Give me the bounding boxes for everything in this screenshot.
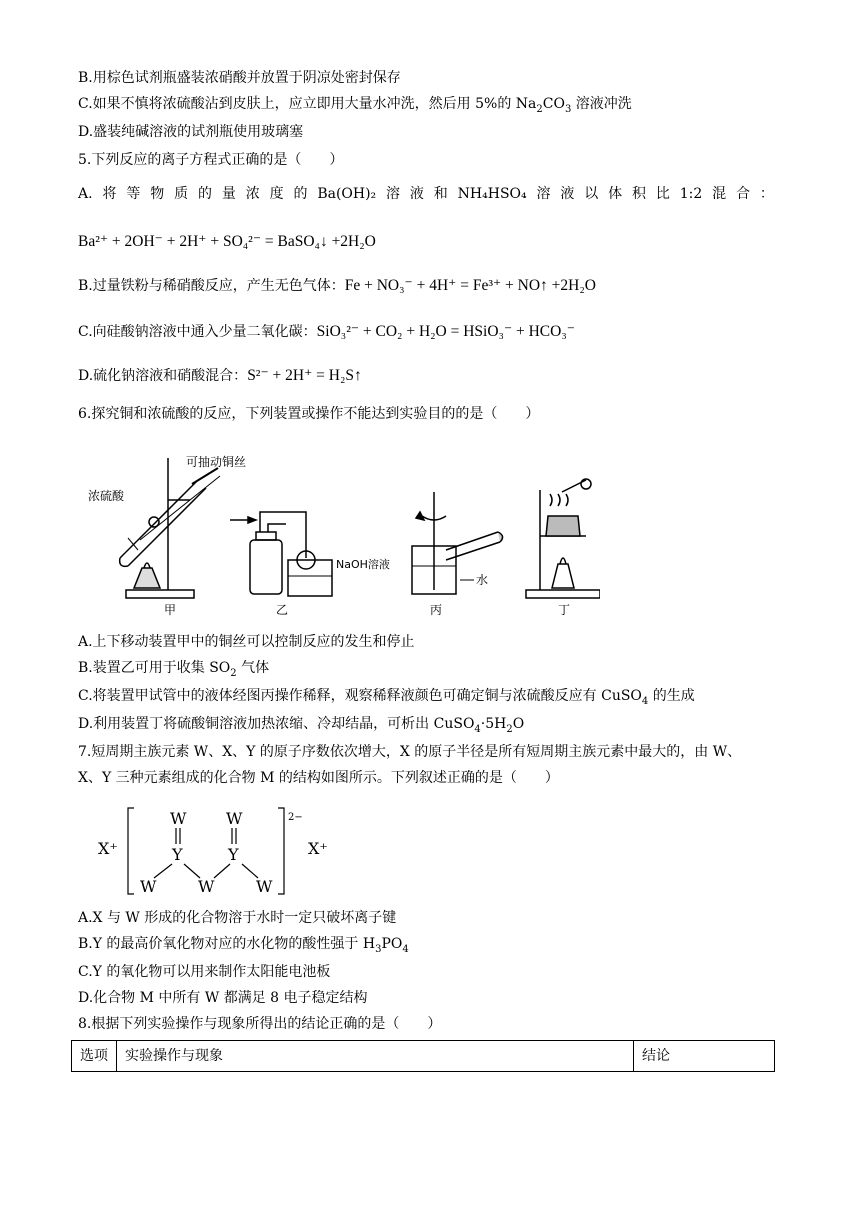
atom-w-top-1: W — [170, 809, 187, 828]
cation-left: X⁺ — [98, 839, 118, 858]
q5-option-b: B.过量铁粉与稀硝酸反应，产生无色气体：Fe + NO₃⁻ + 4H⁺ = Fe³⁺ + NO↑ +2H₂O — [78, 277, 596, 294]
atom-y-1: Y — [172, 845, 183, 864]
anion-charge: 2− — [288, 812, 303, 823]
q5-option-a — [78, 184, 774, 204]
label-bing: 丙 — [430, 603, 443, 617]
q5-option-a-word: 1:2 — [679, 186, 703, 202]
q5-option-a-word: 等 — [126, 186, 141, 202]
label-conc-acid: 浓硫酸 — [88, 489, 125, 503]
q5-option-a-word: 液 — [409, 186, 424, 202]
q6-option-a: A.上下移动装置甲中的铜丝可以控制反应的发生和停止 — [78, 634, 415, 650]
q7-option-a: A.X 与 W 形成的化合物溶于水时一定只破坏离子键 — [78, 910, 397, 926]
label-water: 水 — [476, 573, 489, 587]
q4-option-c: C.如果不慎将浓硫酸沾到皮肤上，应立即用大量水冲洗，然后用 5%的 $Na_2CO_3$ 溶液冲洗 — [78, 96, 632, 115]
q5-option-a-word: 的 — [197, 186, 212, 202]
q5-option-a-word: ： — [759, 186, 774, 202]
q4-option-d: D.盛装纯碱溶液的试剂瓶使用玻璃塞 — [78, 124, 304, 140]
cation-right: X⁺ — [308, 839, 328, 858]
q8-stem: 8.根据下列实验操作与现象所得出的结论正确的是（ ） — [78, 1016, 442, 1032]
q5-option-a-word: A. — [78, 186, 93, 202]
atom-w-bottom-3: W — [256, 877, 273, 896]
header-operation: 实验操作与现象 — [117, 1041, 634, 1072]
apparatus-yi — [230, 512, 332, 596]
label-yi: 乙 — [276, 603, 289, 617]
q5-option-c: C.向硅酸钠溶液中通入少量二氧化碳：SiO₃²⁻ + CO₂ + H₂O = HSiO₃⁻ + HCO₃⁻ — [78, 323, 575, 340]
q5-option-a-word: 将 — [102, 186, 117, 202]
label-ding: 丁 — [558, 603, 571, 617]
table-header-row — [72, 1041, 775, 1072]
atom-w-top-2: W — [226, 809, 243, 828]
q5-option-a-word: 度 — [269, 186, 284, 202]
q5-option-d: D.硫化钠溶液和硝酸混合：S²⁻ + 2H⁺ = H₂S↑ — [78, 367, 362, 384]
structure-figure — [90, 800, 350, 900]
header-conclusion: 结论 — [634, 1041, 775, 1072]
q5-option-a-word: 物 — [150, 186, 165, 202]
q5-option-a-word: 溶 — [386, 186, 401, 202]
atom-w-bottom-2: W — [198, 877, 215, 896]
q7-option-c: C.Y 的氧化物可以用来制作太阳能电池板 — [78, 964, 331, 980]
apparatus-ding — [526, 479, 600, 598]
q5-option-a-word: 合 — [736, 186, 751, 202]
label-naoh: NaOH溶液 — [336, 558, 390, 571]
q6-stem: 6.探究铜和浓硫酸的反应，下列装置或操作不能达到实验目的的是（ ） — [78, 406, 540, 422]
q5-option-a-word: NH₄HSO₄ — [457, 186, 527, 202]
q5-option-a-word: 的 — [293, 186, 308, 202]
apparatus-bing — [412, 492, 503, 594]
label-movable-wire: 可抽动铜丝 — [186, 455, 247, 469]
apparatus-figure — [80, 440, 600, 620]
apparatus-jia — [120, 458, 220, 598]
q7-option-b: B.Y 的最高价氧化物对应的水化物的酸性强于 $H_3PO_4$ — [78, 936, 409, 955]
q5-option-a-word: 质 — [174, 186, 189, 202]
header-option: 选项 — [72, 1041, 117, 1072]
q6-option-d: D.利用装置丁将硫酸铜溶液加热浓缩、冷却结晶，可析出 $CuSO_4\cdot 5H_2O$ — [78, 716, 525, 735]
atom-w-bottom-1: W — [140, 877, 157, 896]
q8-table — [71, 1040, 775, 1072]
q7-stem-line2: X、Y 三种元素组成的化合物 M 的结构如图所示。下列叙述正确的是（ ） — [78, 770, 559, 786]
q6-option-c: C.将装置甲试管中的液体经图丙操作稀释，观察稀释液颜色可确定铜与浓硫酸反应有 CuSO$_4$ 的生成 — [78, 688, 695, 707]
q5-option-a-word: Ba(OH)₂ — [317, 186, 377, 202]
q6-option-b: B.装置乙可用于收集 $SO_2$ 气体 — [78, 660, 270, 679]
q5-option-a-word: 以 — [584, 186, 599, 202]
q5-option-a-word: 溶 — [536, 186, 551, 202]
q5-option-a-word: 体 — [608, 186, 623, 202]
q5-option-a-word: 液 — [560, 186, 575, 202]
q5-option-a-word: 和 — [433, 186, 448, 202]
q5-option-a-word: 积 — [632, 186, 647, 202]
q5-option-a-equation: Ba²⁺ + 2OH⁻ + 2H⁺ + SO₄²⁻ = BaSO₄↓ +2H₂O — [78, 233, 376, 250]
q5-option-a-word: 浓 — [245, 186, 260, 202]
atom-y-2: Y — [228, 845, 239, 864]
q4-option-b: B.用棕色试剂瓶盛装浓硝酸并放置于阴凉处密封保存 — [78, 70, 401, 86]
q5-option-a-word: 比 — [655, 186, 670, 202]
q5-stem: 5.下列反应的离子方程式正确的是（ ） — [78, 152, 344, 168]
q7-option-d: D.化合物 M 中所有 W 都满足 8 电子稳定结构 — [78, 990, 368, 1006]
label-jia: 甲 — [164, 603, 177, 617]
q5-option-a-word: 量 — [221, 186, 236, 202]
q7-stem-line1: 7.短周期主族元素 W、X、Y 的原子序数依次增大，X 的原子半径是所有短周期主族元素中最大的，由 W、 — [78, 744, 742, 760]
q5-option-a-word: 混 — [712, 186, 727, 202]
